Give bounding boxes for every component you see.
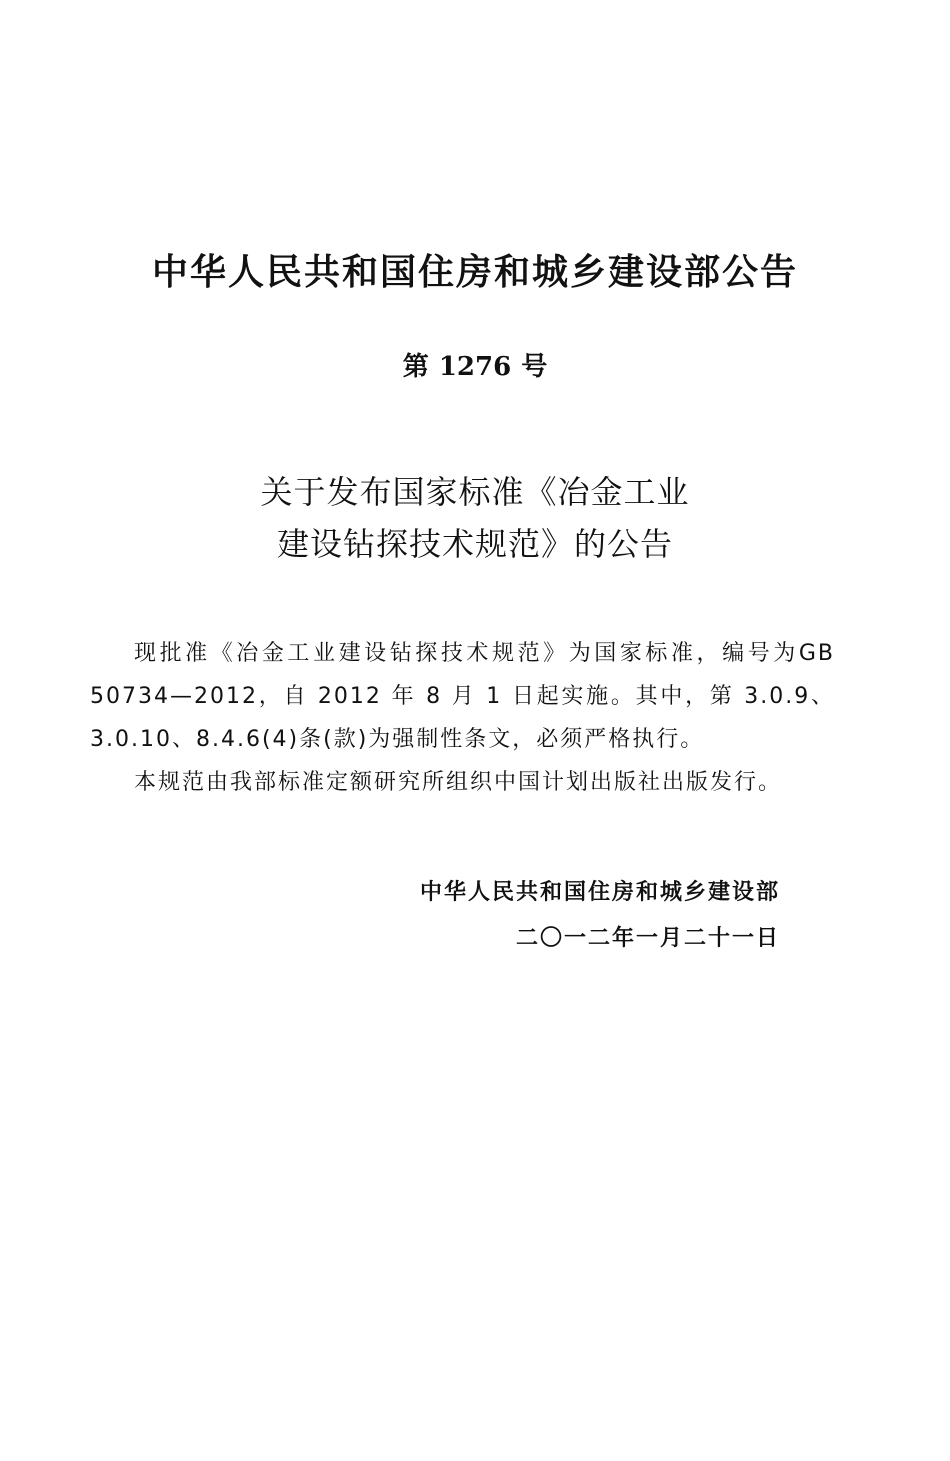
- subject-line-2: 建设钻探技术规范》的公告: [276, 525, 673, 563]
- agency-title: 中华人民共和国住房和城乡建设部公告: [151, 252, 798, 293]
- subject-line-1: 关于发布国家标准《冶金工业: [260, 473, 690, 511]
- notice-number-value: 1276: [438, 352, 512, 382]
- signature-organization: 中华人民共和国住房和城乡建设部: [419, 880, 780, 905]
- signature-block: [380, 870, 780, 962]
- notice-suffix: 号: [521, 352, 548, 382]
- notice-number: [0, 350, 950, 384]
- notice-prefix: 第: [402, 352, 429, 382]
- notice-body: [90, 632, 835, 804]
- body-paragraph-1: 现批准《冶金工业建设钻探技术规范》为国家标准，编号为GB 50734—2012，自 2012 年 8 月 1 日起实施。其中，第 3.0.9、3.0.10、8.4.6(4)条(款)为强制性条文，必须严格执行。: [90, 641, 835, 752]
- notice-subject: [0, 466, 950, 570]
- body-paragraph-2: 本规范由我部标准定额研究所组织中国计划出版社出版发行。: [134, 770, 783, 795]
- signature-date: 二〇一二年一月二十一日: [515, 926, 780, 951]
